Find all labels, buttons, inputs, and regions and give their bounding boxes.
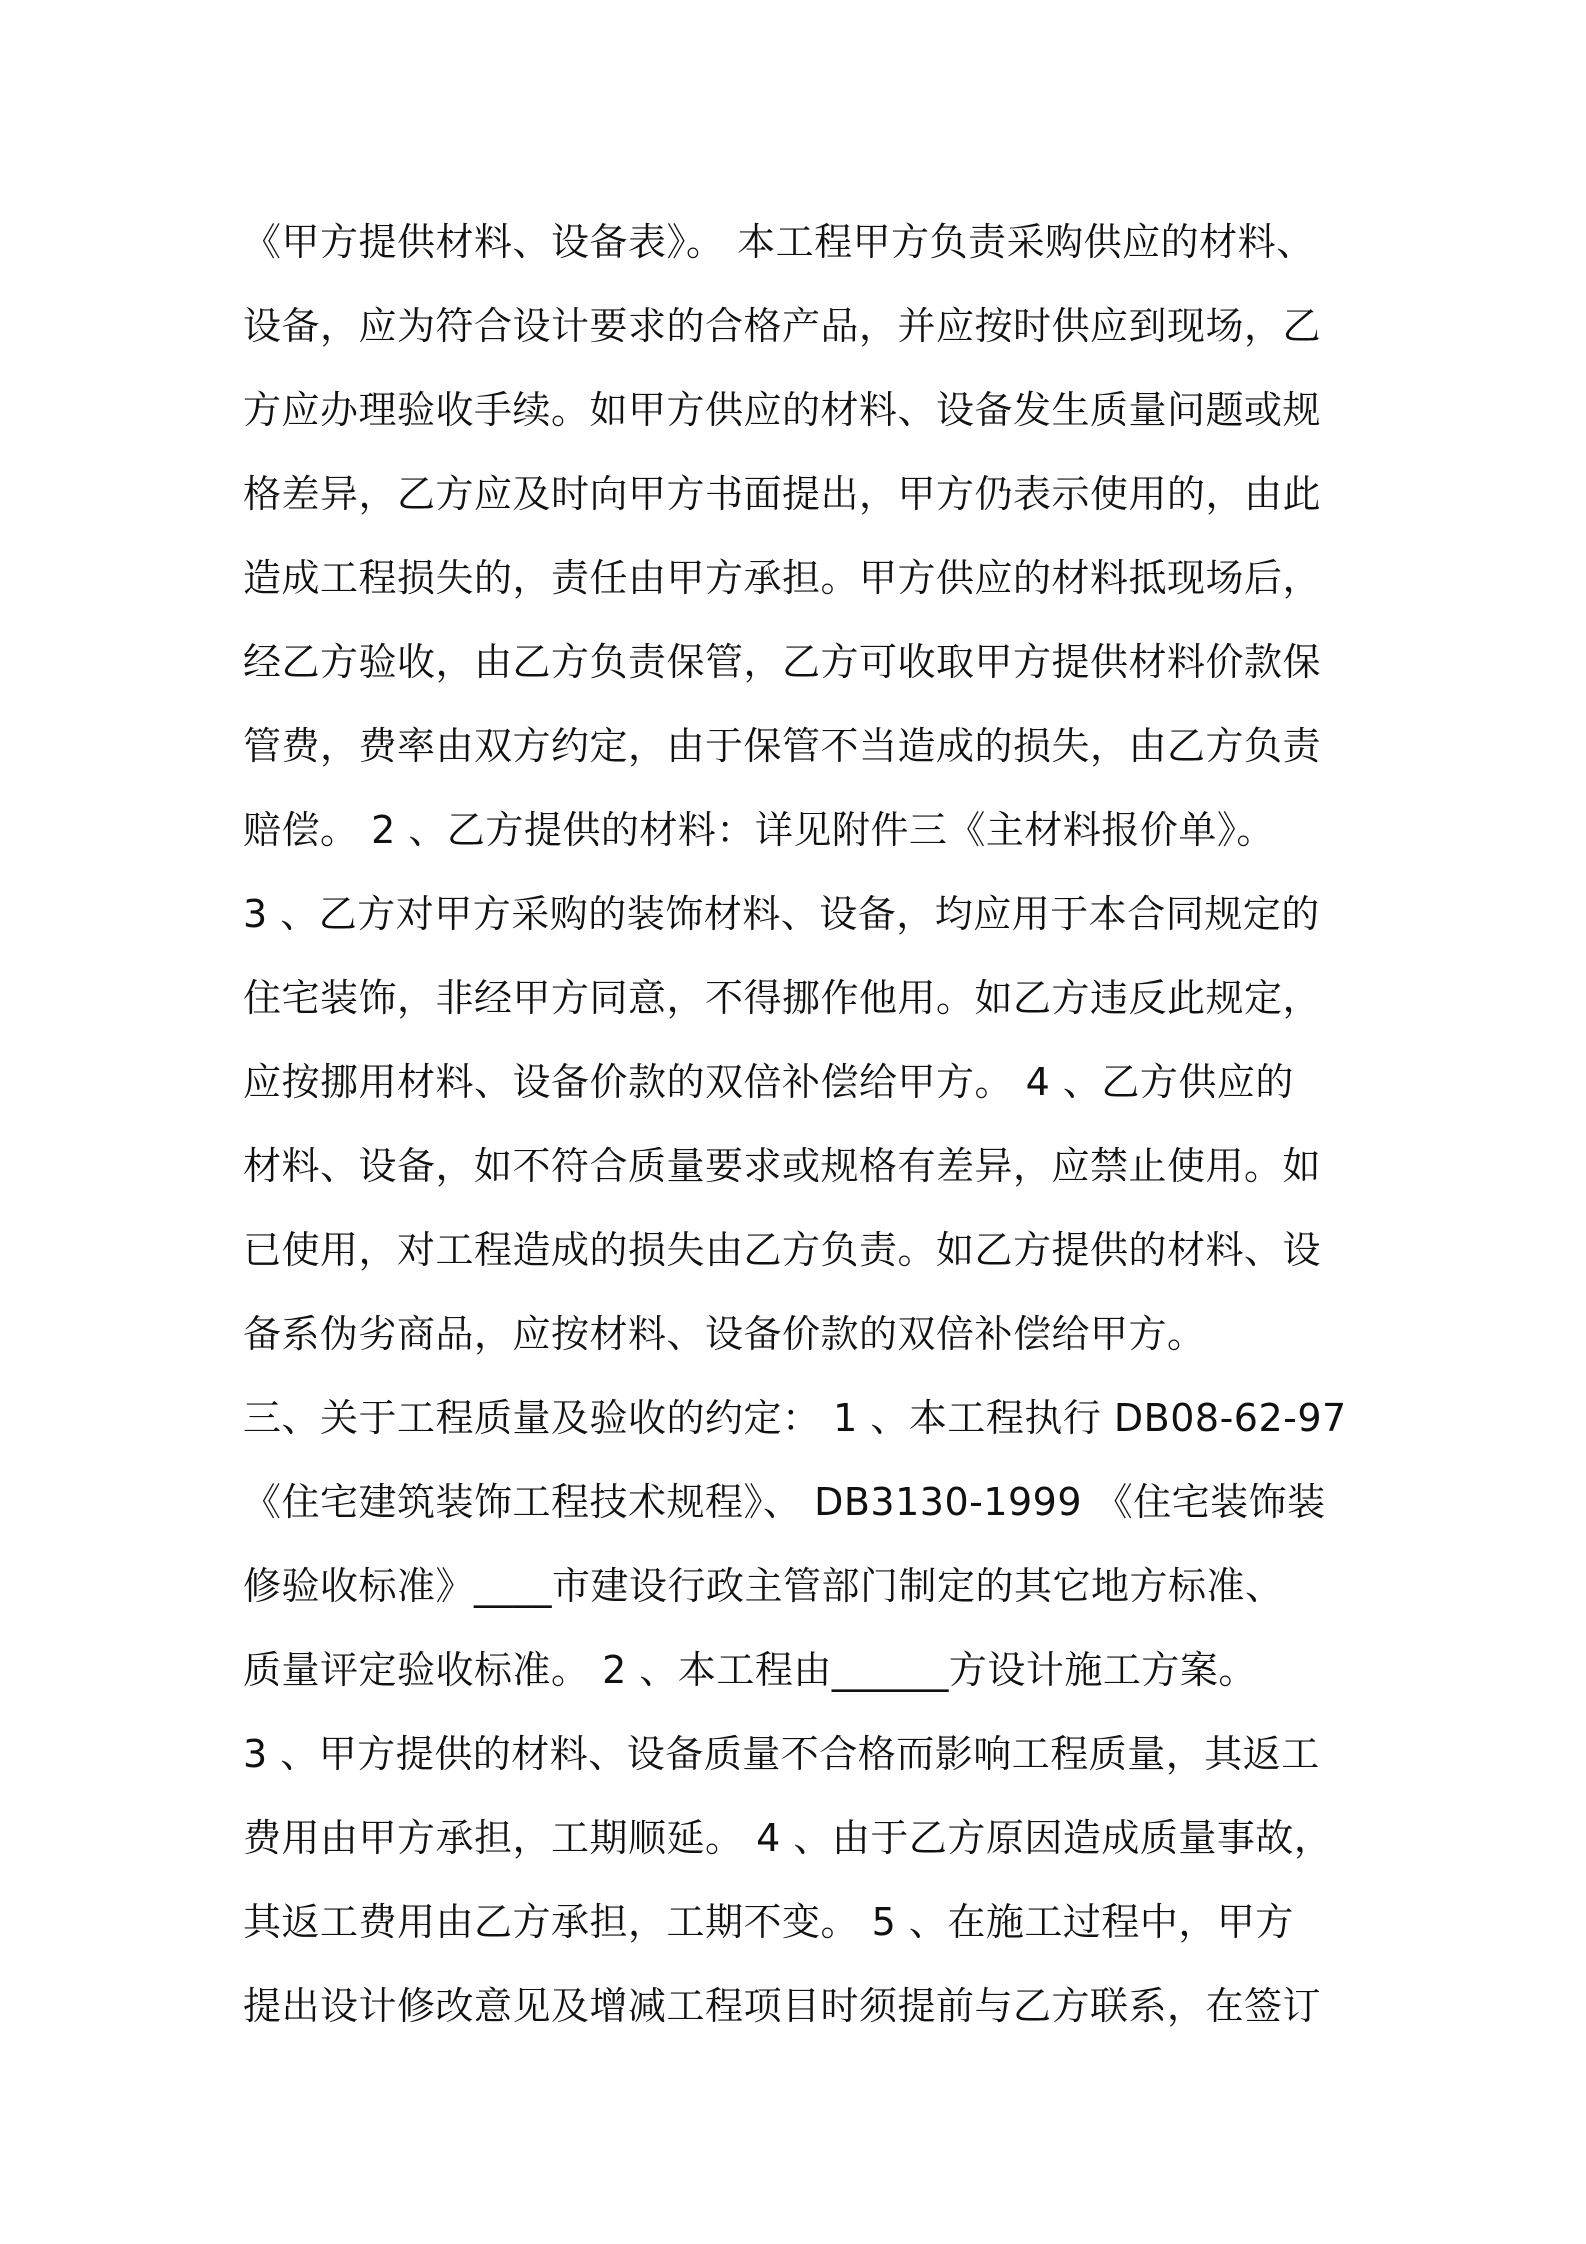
text-line: 经乙方验收，由乙方负责保管，乙方可收取甲方提供材料价款保 — [243, 640, 1322, 684]
text-line: 3 、乙方对甲方采购的装饰材料、设备，均应用于本合同规定的 — [243, 892, 1320, 936]
text-line: 费用由甲方承担，工期顺延。 4 、由于乙方原因造成质量事故， — [243, 1816, 1333, 1860]
text-line: 《住宅建筑装饰工程技术规程》、 DB3130-1999 《住宅装饰装 — [243, 1480, 1326, 1524]
text-line: 管费，费率由双方约定，由于保管不当造成的损失，由乙方负责 — [243, 724, 1322, 768]
contract-text-block — [243, 200, 1358, 2048]
text-line: 设备，应为符合设计要求的合格产品，并应按时供应到现场，乙 — [243, 304, 1322, 348]
text-line: 提出设计修改意见及增减工程项目时须提前与乙方联系，在签订 — [243, 1984, 1322, 2028]
text-line: 应按挪用材料、设备价款的双倍补偿给甲方。 4 、乙方供应的 — [243, 1060, 1294, 1104]
text-line: 修验收标准》____市建设行政主管部门制定的其它地方标准、 — [243, 1564, 1284, 1608]
text-line: 质量评定验收标准。 2 、本工程由______方设计施工方案。 — [243, 1648, 1257, 1692]
text-line: 材料、设备，如不符合质量要求或规格有差异，应禁止使用。如 — [243, 1144, 1322, 1188]
text-line: 三、关于工程质量及验收的约定： 1 、本工程执行 DB08-62-97 — [243, 1396, 1347, 1440]
text-line: 造成工程损失的，责任由甲方承担。甲方供应的材料抵现场后， — [243, 556, 1322, 600]
text-line: 方应办理验收手续。如甲方供应的材料、设备发生质量问题或规 — [243, 388, 1322, 432]
text-line: 《甲方提供材料、设备表》。 本工程甲方负责采购供应的材料、 — [243, 220, 1315, 264]
text-line: 格差异，乙方应及时向甲方书面提出，甲方仍表示使用的，由此 — [243, 472, 1322, 516]
text-line: 备系伪劣商品，应按材料、设备价款的双倍补偿给甲方。 — [243, 1312, 1206, 1356]
text-line: 住宅装饰，非经甲方同意，不得挪作他用。如乙方违反此规定， — [243, 976, 1322, 1020]
text-line: 其返工费用由乙方承担，工期不变。 5 、在施工过程中，甲方 — [243, 1900, 1294, 1944]
text-line: 赔偿。 2 、乙方提供的材料：详见附件三《主材料报价单》。 — [243, 808, 1275, 852]
text-line: 3 、甲方提供的材料、设备质量不合格而影响工程质量，其返工 — [243, 1732, 1320, 1776]
text-line: 已使用，对工程造成的损失由乙方负责。如乙方提供的材料、设 — [243, 1228, 1322, 1272]
